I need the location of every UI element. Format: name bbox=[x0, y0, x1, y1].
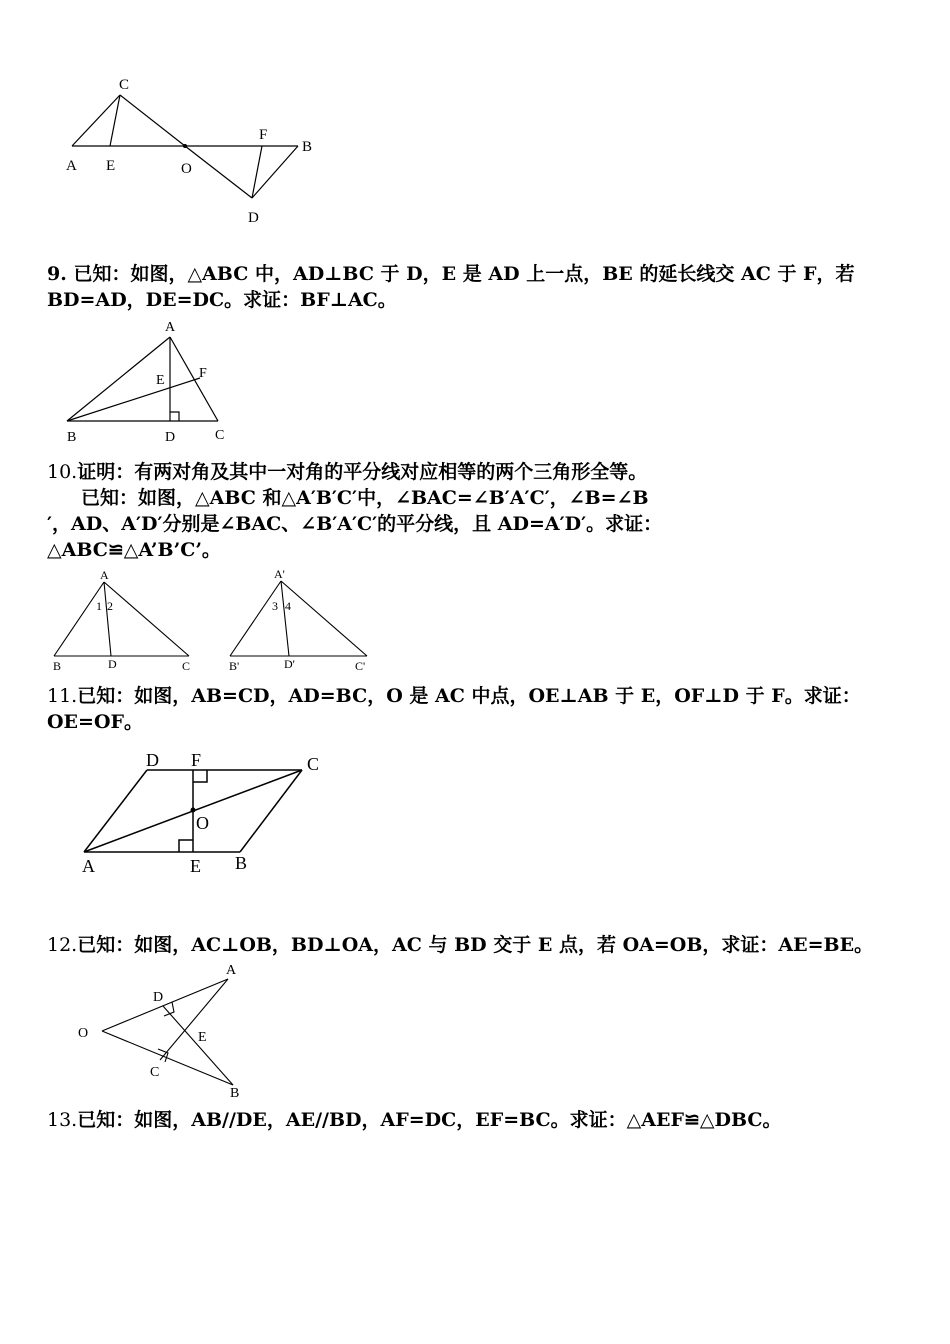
question-11-text: 已知：如图，AB=CD，AD=BC，O 是 AC 中点，OE⊥AB 于 E，OF⊥D 于 F。求证： bbox=[77, 685, 861, 707]
label-c: C bbox=[307, 754, 320, 774]
label-b: B bbox=[230, 1086, 240, 1101]
figure-9-drawing bbox=[0, 310, 260, 450]
figure-8 bbox=[0, 0, 340, 240]
figure-9 bbox=[0, 310, 260, 450]
label-f: F bbox=[191, 750, 202, 770]
label-d: D bbox=[153, 990, 164, 1005]
label-c: C bbox=[119, 77, 130, 93]
question-13 bbox=[47, 1107, 917, 1133]
label-d-prime: D' bbox=[284, 657, 295, 671]
label-2: 2 bbox=[107, 599, 113, 613]
question-13-text: 已知：如图，AB//DE，AE//BD，AF=DC，EF=BC。求证：△AEF≌△DBC。 bbox=[77, 1109, 782, 1131]
label-3: 3 bbox=[272, 599, 278, 613]
label-b: B bbox=[235, 853, 248, 873]
question-13-line-1 bbox=[47, 1107, 917, 1133]
figure-10-drawing bbox=[0, 562, 380, 680]
label-o: O bbox=[78, 1026, 89, 1041]
question-11-line-2: OE=OF。 bbox=[47, 711, 143, 733]
label-c: C bbox=[215, 428, 225, 443]
label-c: C bbox=[150, 1065, 160, 1080]
label-d: D bbox=[165, 430, 176, 445]
label-a: A bbox=[226, 963, 237, 978]
label-a: A bbox=[100, 568, 109, 582]
label-e: E bbox=[156, 373, 165, 388]
label-f: F bbox=[259, 127, 268, 143]
label-f: F bbox=[199, 366, 207, 381]
label-a: A bbox=[165, 320, 176, 335]
question-9 bbox=[47, 261, 917, 313]
question-10-line-3: ′，AD、A′D′分别是∠BAC、∠B′A′C′的平分线，且 AD=A′D′。求证： bbox=[47, 513, 663, 535]
label-o: O bbox=[181, 161, 192, 177]
figure-12-drawing bbox=[0, 960, 260, 1100]
question-10-line-4: △ABC≌△A’B’C’。 bbox=[47, 539, 221, 561]
label-d: D bbox=[248, 210, 259, 226]
question-10-line-1 bbox=[47, 459, 917, 485]
label-e: E bbox=[190, 856, 201, 876]
label-a: A bbox=[82, 856, 95, 876]
label-c: C bbox=[182, 659, 191, 673]
label-a: A bbox=[66, 158, 77, 174]
question-9-line-1: 9. 已知：如图，△ABC 中，AD⊥BC 于 D，E 是 AD 上一点，BE 的延长线交 AC 于 F，若 bbox=[47, 263, 855, 285]
question-11 bbox=[47, 683, 917, 735]
label-1: 1 bbox=[96, 599, 102, 613]
figure-8-drawing bbox=[0, 0, 340, 240]
label-b: B bbox=[53, 659, 62, 673]
question-11-line-1 bbox=[47, 683, 917, 709]
question-10-line-2: 已知：如图，△ABC 和△A′B′C′中，∠BAC=∠B′A′C′，∠B=∠B bbox=[81, 487, 649, 509]
label-e: E bbox=[198, 1030, 207, 1045]
question-12-line-1 bbox=[47, 932, 917, 958]
question-10-title: 证明：有两对角及其中一对角的平分线对应相等的两个三角形全等。 bbox=[77, 461, 648, 483]
figure-11-drawing bbox=[0, 745, 340, 880]
label-c-prime: C' bbox=[355, 659, 366, 673]
label-d: D bbox=[108, 657, 117, 671]
question-13-number: 13. bbox=[47, 1109, 78, 1131]
label-d: D bbox=[146, 750, 159, 770]
label-4: 4 bbox=[285, 599, 291, 613]
question-12 bbox=[47, 932, 917, 958]
question-9-line-2: BD=AD，DE=DC。求证：BF⊥AC。 bbox=[47, 289, 397, 311]
question-10 bbox=[47, 459, 917, 563]
label-b: B bbox=[302, 139, 313, 155]
figure-10 bbox=[0, 562, 380, 680]
question-10-number: 10. bbox=[47, 461, 78, 483]
label-a-prime: A' bbox=[274, 567, 285, 581]
figure-11 bbox=[0, 745, 340, 880]
label-o: O bbox=[196, 813, 209, 833]
label-e: E bbox=[106, 158, 116, 174]
figure-12 bbox=[0, 960, 260, 1100]
question-11-number: 11. bbox=[47, 685, 78, 707]
question-12-text: 已知：如图，AC⊥OB，BD⊥OA，AC 与 BD 交于 E 点，若 OA=OB，求证：AE=BE。 bbox=[77, 934, 874, 956]
label-b-prime: B' bbox=[229, 659, 240, 673]
label-b: B bbox=[67, 430, 77, 445]
question-12-number: 12. bbox=[47, 934, 78, 956]
